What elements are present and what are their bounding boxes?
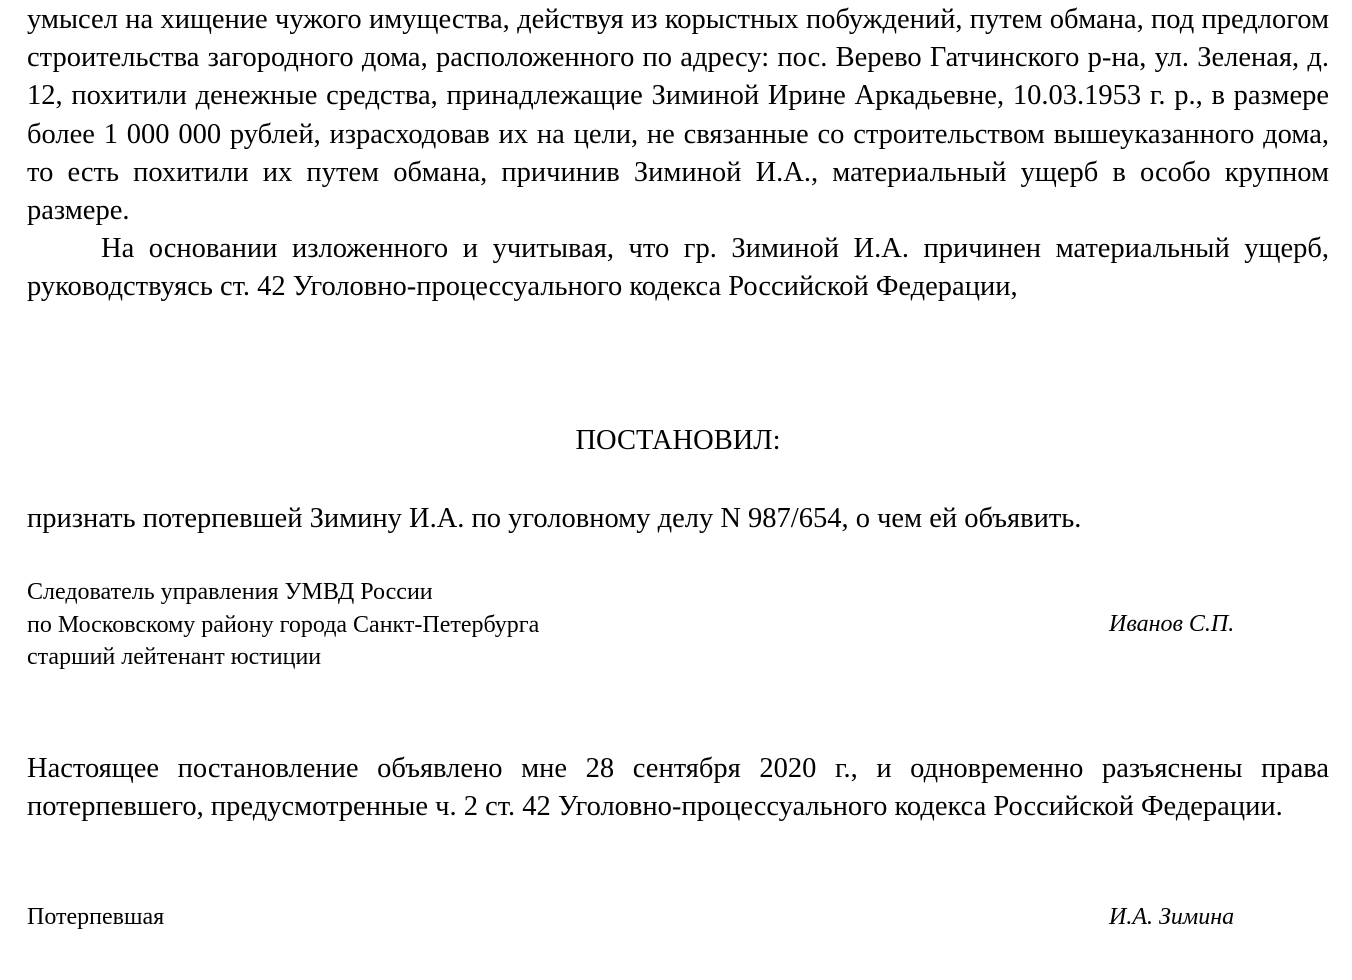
resolution-decision: признать потерпевшей Зимину И.А. по уголовному делу N 987/654, о чем ей объявить. [27, 503, 1082, 534]
announcement-paragraph: Настоящее постановление объявлено мне 28 сентября 2020 г., и одновременно разъяснены права потерпевшего, предусмотренные ч. 2 ст. 42 Уголовно-процессуального кодекса Российской Федерации. [27, 753, 1329, 823]
paragraph-grounds: На основании изложенного и учитывая, что гр. Зиминой И.А. причинен материальный ущерб, руководствуясь ст. 42 Уголовно-процессуального кодекса Российской Федерации, [27, 233, 1329, 303]
paragraph-case-description: умысел на хищение чужого имущества, действуя из корыстных побуждений, путем обмана, под предлогом строительства загородного дома, расположенного по адресу: пос. Верево Гатчинского р-на, ул. Зеленая, д. 12, похитили денежные средства, принадлежащие Зиминой Ирине Аркадьевне, 10.03.1953 г. р., в размере более 1 000 000 рублей, израсходовав их на цели, не связанные со строительством вышеуказанного дома, то есть похитили их путем обмана, причинив Зиминой И.А., материальный ущерб в особо крупном размере. [27, 4, 1329, 227]
document-page [27, 0, 1329, 930]
investigator-position-line-1: Следователь управления УМВД России [27, 579, 433, 605]
investigator-rank: старший лейтенант юстиции [27, 644, 322, 670]
investigator-position-line-2: по Московскому району города Санкт-Петербурга [27, 611, 540, 638]
victim-label: Потерпевшая [27, 904, 165, 930]
victim-signature-name: И.А. Зимина [1109, 904, 1235, 930]
investigator-signature-name: Иванов С.П. [1109, 611, 1235, 637]
resolution-heading: ПОСТАНОВИЛ: [575, 425, 781, 456]
